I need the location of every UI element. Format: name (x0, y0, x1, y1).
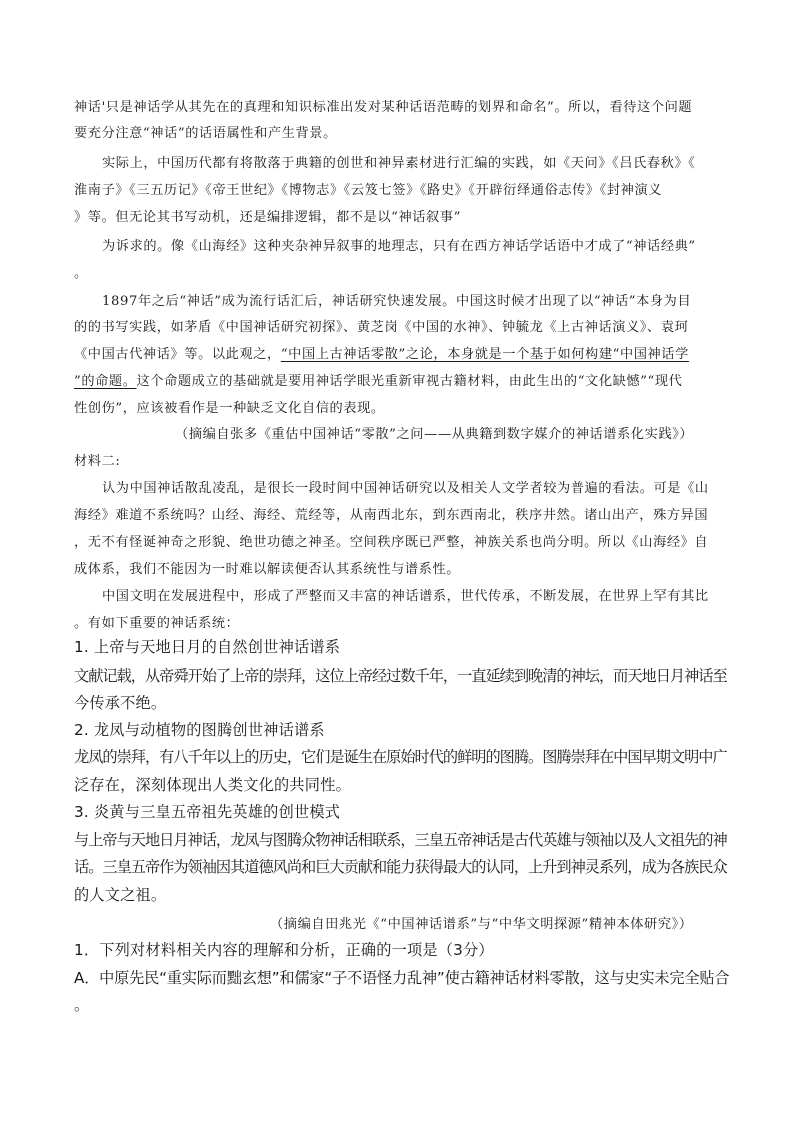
section3-line3: 的人文之祖。 (74, 886, 167, 904)
material1-paragraph2-line4: 为诉求的。像《山海经》这种夹杂神异叙事的地理志，只有在西方神话学话语中才成了“神话经典” (102, 239, 696, 254)
section1-title: 1. 上帝与天地日月的自然创世神话谱系 (74, 638, 341, 656)
option-a-line2: 。 (74, 996, 90, 1014)
material1-paragraph2-line5: 。 (74, 266, 88, 281)
material2-paragraph1-line4: 成体系，我们不能因为一时难以解读便否认其系统性与谱系性。 (74, 562, 461, 577)
material2-source: （摘编自田兆光《“中国神话谱系”与“中华文明探源”精神本体研究》） (270, 917, 693, 932)
material2-paragraph1-line2: 海经》难道不系统吗？山经、海经、荒经等，从南西北东，到东西南北，秩序井然。诸山出产，殊方异国 (74, 508, 709, 523)
material2-paragraph1-line1: 认为中国神话散乱凌乱，是很长一段时间中国神话研究以及相关人文学者较为普遍的看法。可是《山 (102, 481, 709, 496)
section2-title: 2. 龙凤与动植物的图腾创世神话谱系 (74, 721, 325, 739)
material1-paragraph3-line4 (74, 370, 682, 389)
section1-line1: 文献记载，从帝舜开始了上帝的崇拜，这位上帝经过数千年，一直延续到晚清的神坛，而天地日月神话至 (74, 667, 727, 685)
material2-paragraph2-line1: 中国文明在发展进程中，形成了严整而又丰富的神话谱系，世代传承，不断发展，在世界上罕有其比 (102, 589, 709, 604)
underlined-sentence-part2: ”的命题。 (74, 374, 137, 389)
paragraph3-line4-plain: 这个命题成立的基础就是要用神话学眼光重新审视古籍材料，由此生出的“文化缺憾”“现代 (136, 374, 683, 389)
material2-heading: 材料二: (74, 454, 121, 469)
option-a-line1: A．中原先民“重实际而黜玄想”和儒家“子不语怪力乱神”使古籍神话材料零散，这与史实未完全贴合 (74, 969, 730, 987)
section1-line2: 今传承不绝。 (74, 694, 167, 712)
material1-paragraph2-line1: 实际上，中国历代都有将散落于典籍的创世和神异素材进行汇编的实践，如《天问》《吕氏春秋》《 (102, 156, 696, 171)
material1-source: （摘编自张多《重估中国神话“零散”之问——从典籍到数字媒介的神话谱系化实践》） (175, 427, 694, 442)
section3-line2: 话。三皇五帝作为领袖因其道德风尚和巨大贡献和能力获得最大的认同，上升到神灵系列，成为各族民众 (74, 858, 727, 876)
section3-line1: 与上帝与天地日月神话，龙凤与图腾众物神话相联系，三皇五帝神话是古代英雄与领袖以及人文祖先的神 (74, 831, 727, 849)
material1-paragraph2-line3: 》等。但无论其书写动机，还是编排逻辑，都不是以“神话叙事” (74, 210, 461, 225)
section2-line1: 龙凤的崇拜，有八千年以上的历史，它们是诞生在原始时代的鲜明的图腾。图腾崇拜在中国早期文明中广 (74, 748, 727, 766)
material1-paragraph3-line5: 性创伤”，应该被看作是一种缺乏文化自信的表现。 (74, 401, 385, 416)
section3-title: 3. 炎黄与三皇五帝祖先英雄的创世模式 (74, 803, 341, 821)
paragraph3-line3-plain: 《中国古代神话》等。以此观之， (74, 347, 281, 362)
section2-line2: 泛存在，深刻体现出人类文化的共同性。 (74, 776, 351, 794)
material1-paragraph1-line2: 要充分注意“神话”的话语属性和产生背景。 (74, 126, 337, 141)
material1-paragraph3-line3 (74, 343, 689, 362)
material2-paragraph1-line3: ，无不有怪诞神奇之形貌、绝世功德之神圣。空间秩序既已严整，神族关系也尚分明。所以《山海经》自 (74, 535, 709, 550)
material1-paragraph2-line2: 淮南子》《三五历记》《帝王世纪》《博物志》《云笈七签》《路史》《开辟衍绎通俗志传》《封神演义 (74, 183, 663, 198)
material1-paragraph1-line1: 神话'只是神话学从其先在的真理和知识标准出发对某种话语范畴的划界和命名”。所以，看待这个问题 (74, 100, 693, 115)
material2-paragraph2-line2: 。有如下重要的神话系统： (74, 616, 240, 631)
material1-paragraph3-line1: 1897年之后“神话”成为流行话汇后，神话研究快速发展。中国这时候才出现了以“神话”本身为目 (102, 294, 692, 309)
question-stem: 1．下列对材料相关内容的理解和分析，正确的一项是（3分） (74, 941, 494, 959)
underlined-sentence-part1: “中国上古神话零散”之论，本身就是一个基于如何构建“中国神话学 (280, 347, 689, 362)
material1-paragraph3-line2: 的的书写实践，如茅盾《中国神话研究初探》、黄芝岗《中国的水神》、钟毓龙《上古神话演义》、袁珂 (74, 320, 689, 335)
